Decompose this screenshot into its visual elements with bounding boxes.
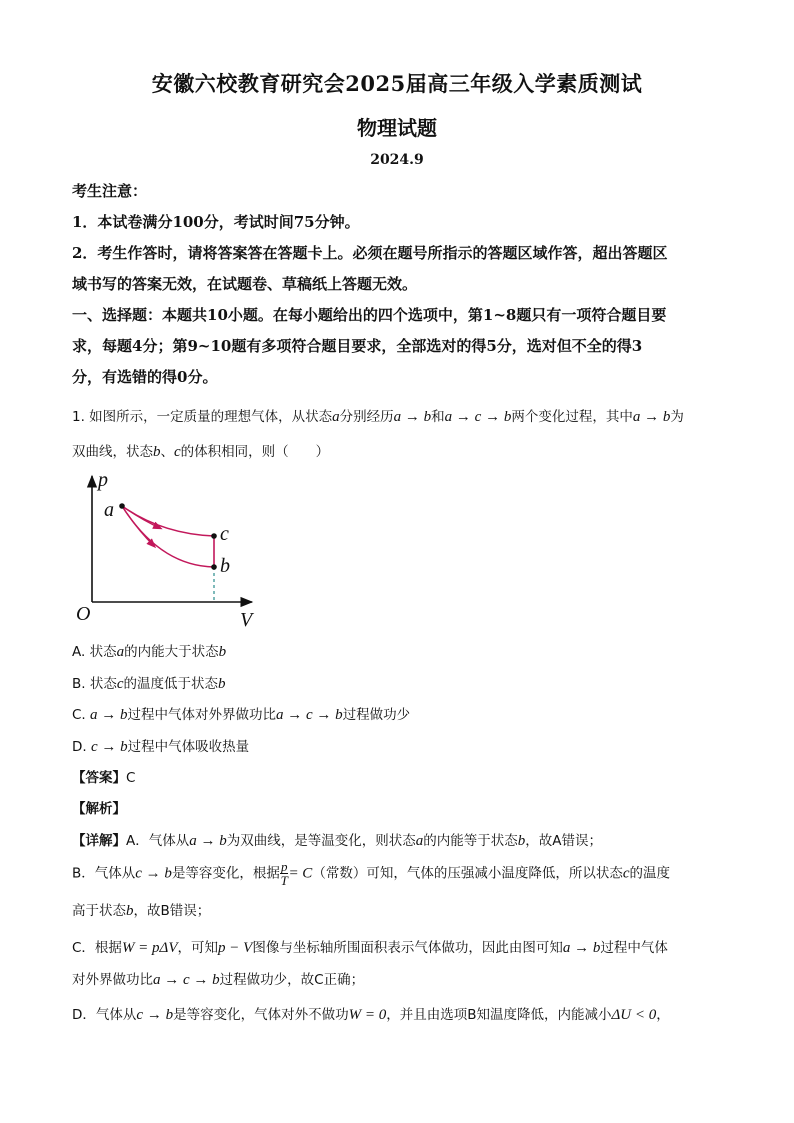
notice-heading: 考生注意：	[72, 182, 148, 200]
curve-a-to-c	[122, 506, 214, 536]
detail-d: D．气体从c → b是等容变化，气体对外不做功W = 0，并且由选项B知温度降低，内能减小ΔU < 0，	[72, 1007, 670, 1023]
analysis-label: 【解析】	[72, 801, 126, 817]
axis-label-v: V	[240, 609, 253, 631]
answer-value: C	[126, 770, 136, 786]
option-c[interactable]: C. a → b过程中气体对外界做功比a → c → b过程做功少	[72, 707, 411, 723]
point-a	[119, 503, 125, 509]
sub-title: 物理试题	[357, 116, 437, 140]
pv-graph	[72, 466, 272, 632]
date-line: 2024.9	[370, 152, 424, 168]
question-1-stem-line-1: 1. 如图所示，一定质量的理想气体，从状态a分别经历a → b和a → c → b两个变化过程，其中a → b为	[72, 409, 684, 425]
detail-b-line-2: 高于状态b，故B错误；	[72, 903, 211, 919]
main-title: 安徽六校教育研究会2025届高三年级入学素质测试	[151, 71, 643, 96]
section-1-line-3: 分，有选错的得0分。	[72, 368, 218, 386]
option-a[interactable]: A. 状态a的内能大于状态b	[72, 644, 227, 660]
option-b[interactable]: B. 状态c的温度低于状态b	[72, 676, 226, 692]
notice-item-2-line-1: 2．考生作答时，请将答案答在答题卡上。必须在题号所指示的答题区域作答，超出答题区	[72, 244, 668, 262]
answer-line: 【答案】C	[72, 770, 136, 786]
notice-item-2-line-2: 域书写的答案无效，在试题卷、草稿纸上答题无效。	[72, 275, 418, 293]
detail-c-line-1: C．根据W = pΔV，可知p − V图像与坐标轴所围面积表示气体做功，因此由图可知a → b过程中气体	[72, 940, 668, 956]
axis-label-p: p	[98, 469, 108, 491]
point-b	[211, 564, 217, 570]
origin-label: O	[76, 603, 91, 625]
point-label-a: a	[104, 499, 114, 521]
point-c	[211, 533, 217, 539]
detail-c-line-2: 对外界做功比a → c → b过程做功少，故C正确；	[72, 972, 365, 988]
detail-b-line-1: B．气体从c → b是等容变化，根据 $\frac{p}{T}$ = C（常数）可知，气体的压强减小温度降低，所以状态c的温度	[72, 859, 670, 888]
option-d[interactable]: D. c → b过程中气体吸收热量	[72, 739, 250, 755]
fraction-p-over-t: $\frac{p}{T}$	[280, 859, 288, 888]
detail-a: 【详解】A．气体从a → b为双曲线，是等温变化，则状态a的内能等于状态b，故A错误；	[72, 833, 602, 849]
notice-item-1: 1．本试卷满分100分，考试时间75分钟。	[72, 213, 360, 231]
section-1-line-2: 求，每题4分；第9~10题有多项符合题目要求，全部选对的得5分，选对但不全的得3	[72, 337, 643, 355]
section-1-line-1: 一、选择题：本题共10小题。在每小题给出的四个选项中，第1~8题只有一项符合题目要	[72, 306, 667, 324]
point-label-b: b	[220, 555, 230, 577]
point-label-c: c	[220, 523, 229, 545]
question-1-stem-line-2: 双曲线，状态b、c的体积相同，则（ ）	[72, 444, 330, 460]
